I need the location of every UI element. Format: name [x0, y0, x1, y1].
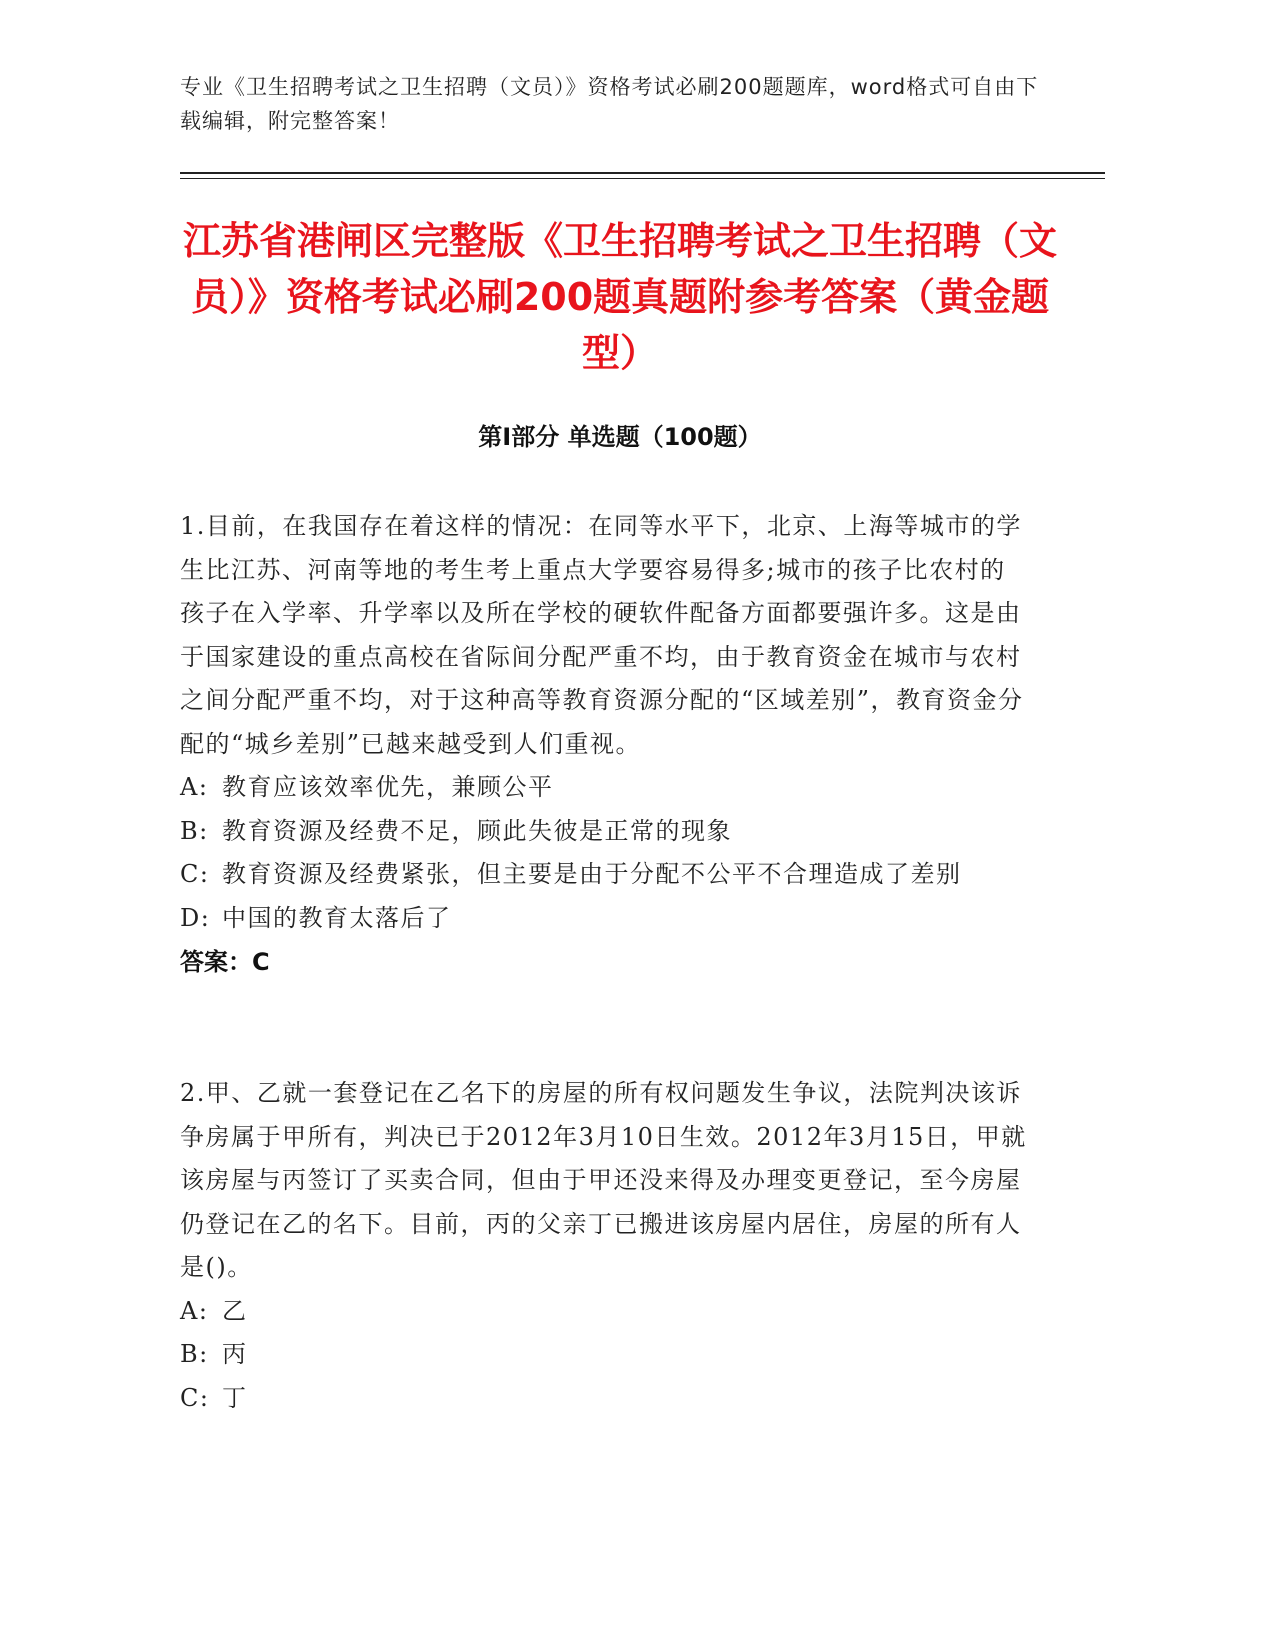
document-title: 江苏省港闸区完整版《卫生招聘考试之卫生招聘（文员）》资格考试必刷200题真题附参考答案（黄金题型）: [182, 219, 1057, 375]
option-b: [180, 810, 1030, 854]
question-2: [180, 1072, 1030, 1420]
option-b: [180, 1333, 1030, 1377]
option-label: B:: [180, 816, 209, 845]
option-label: B:: [180, 1340, 209, 1368]
option-text: 教育应该效率优先，兼顾公平: [222, 773, 554, 801]
question-stem: 1.目前，在我国存在着这样的情况：在同等水平下，北京、上海等城市的学生比江苏、河南等地的考生考上重点大学要容易得多;城市的孩子比农村的孩子在入学率、升学率以及所在学校的硬软件配备方面都要强许多。这是由于国家建设的重点高校在省际间分配严重不均，由于教育资金在城市与农村之间分配严重不均，对于这种高等教育资源分配的“区域差别”，教育资金分配的“城乡差别”已越来越受到人们重视。: [180, 512, 1024, 758]
option-text: 教育资源及经费不足，顾此失彼是正常的现象: [222, 816, 732, 845]
question-stem: 2.甲、乙就一套登记在乙名下的房屋的所有权问题发生争议，法院判决该诉争房属于甲所有，判决已于2012年3月10日生效。2012年3月15日，甲就该房屋与丙签订了买卖合同，但由于甲还没来得及办理变更登记，至今房屋仍登记在乙的名下。目前，丙的父亲丁已搬进该房屋内居住，房屋的所有人是()。: [180, 1079, 1027, 1281]
option-a: [180, 766, 1030, 810]
answer: 答案：C: [180, 948, 270, 976]
option-text: 中国的教育太落后了: [222, 903, 452, 932]
option-label: C:: [180, 860, 210, 888]
option-text: 乙: [222, 1296, 248, 1325]
question-1: [180, 505, 1030, 984]
option-label: C:: [180, 1383, 210, 1412]
option-d: [180, 897, 1030, 941]
option-label: A:: [180, 1296, 209, 1325]
option-c: [180, 1377, 1030, 1421]
option-text: 教育资源及经费紧张，但主要是由于分配不公平不合理造成了差别: [222, 860, 962, 888]
header-divider-thick: [180, 172, 1105, 174]
section-title: 第I部分 单选题（100题）: [478, 423, 762, 451]
option-text: 丙: [222, 1340, 248, 1368]
header-note: 专业《卫生招聘考试之卫生招聘（文员）》资格考试必刷200题题库，word格式可自由下载编辑，附完整答案！: [180, 75, 1039, 133]
option-label: A:: [180, 773, 209, 801]
option-label: D:: [180, 903, 211, 932]
option-text: 丁: [222, 1383, 248, 1412]
option-a: [180, 1290, 1030, 1334]
option-c: [180, 853, 1030, 897]
header-divider-thin: [180, 178, 1105, 179]
